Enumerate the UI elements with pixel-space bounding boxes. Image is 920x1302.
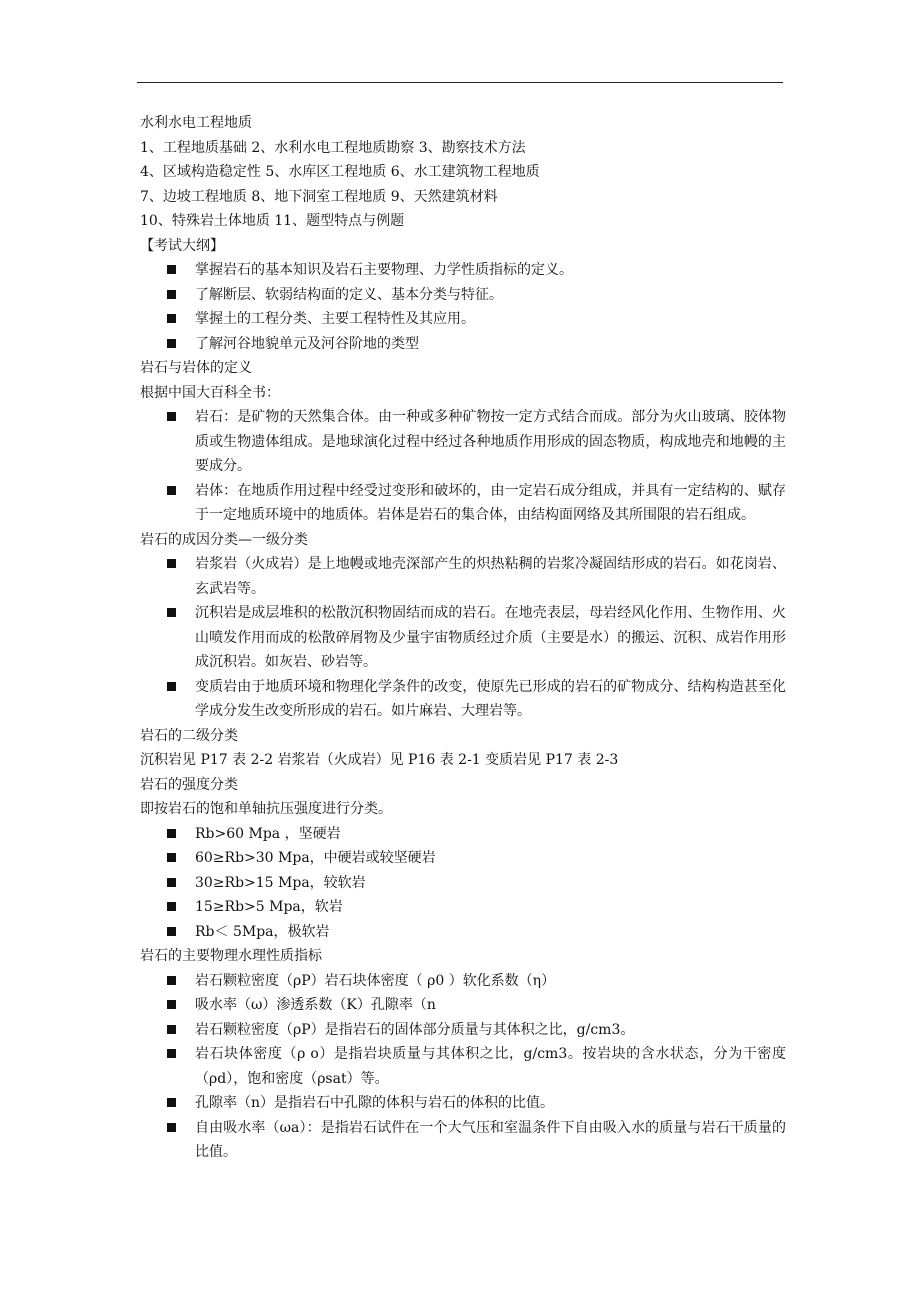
document-title: 水利水电工程地质 (140, 115, 252, 131)
section-heading: 岩石的主要物理水理性质指标 (140, 948, 322, 964)
square-bullet-icon (167, 1000, 176, 1009)
square-bullet-icon (167, 878, 176, 887)
square-bullet-icon (167, 853, 176, 862)
genesis-list (140, 552, 786, 724)
syllabus-list (140, 258, 786, 356)
list-item: 岩浆岩（火成岩）是上地幔或地壳深部产生的炽热粘稠的岩浆冷凝固结形成的岩石。如花岗岩、玄武岩等。 (140, 552, 786, 601)
section-heading: 岩石的强度分类 (140, 776, 238, 793)
list-item: 30≥Rb>15 Mpa，较软岩 (140, 871, 786, 896)
square-bullet-icon (167, 976, 176, 985)
strength-list (140, 822, 786, 945)
square-bullet-icon (167, 682, 176, 691)
list-item: 掌握岩石的基本知识及岩石主要物理、力学性质指标的定义。 (140, 258, 786, 283)
list-item: 掌握土的工程分类、主要工程特性及其应用。 (140, 307, 786, 332)
section-heading: 岩石与岩体的定义 (140, 360, 252, 376)
list-item: Rb＜ 5Mpa，极软岩 (140, 920, 786, 945)
section-heading: 岩石的二级分类 (140, 727, 238, 744)
list-item: 60≥Rb>30 Mpa，中硬岩或较坚硬岩 (140, 846, 786, 871)
square-bullet-icon (167, 1098, 176, 1107)
square-bullet-icon (167, 1049, 176, 1058)
chapter-list-line: 1、工程地质基础 2、水利水电工程地质勘察 3、勘察技术方法 (140, 139, 526, 156)
square-bullet-icon (167, 829, 176, 838)
physical-properties-list (140, 969, 786, 1165)
list-item: 变质岩由于地质环境和物理化学条件的改变，使原先已形成的岩石的矿物成分、结构构造甚至化学成分发生改变所形成的岩石。如片麻岩、大理岩等。 (140, 675, 786, 724)
square-bullet-icon (167, 486, 176, 495)
list-item: 自由吸水率（ωa）：是指岩石试件在一个大气压和室温条件下自由吸入水的质量与岩石干质量的比值。 (140, 1116, 786, 1165)
list-item: 岩石块体密度（ρ o）是指岩块质量与其体积之比，g/cm3。按岩块的含水状态，分为干密度（ρd），饱和密度（ρsat）等。 (140, 1042, 786, 1091)
paragraph: 即按岩石的饱和单轴抗压强度进行分类。 (140, 801, 392, 817)
chapter-list-line: 4、区域构造稳定性 5、水库区工程地质 6、水工建筑物工程地质 (140, 164, 540, 180)
list-item: 吸水率（ω）渗透系数（K）孔隙率（n (140, 993, 786, 1018)
list-item: 岩石颗粒密度（ρP）是指岩石的固体部分质量与其体积之比，g/cm3。 (140, 1018, 786, 1043)
square-bullet-icon (167, 412, 176, 421)
list-item: Rb>60 Mpa ，坚硬岩 (140, 822, 786, 847)
list-item: 沉积岩是成层堆积的松散沉积物固结而成的岩石。在地壳表层，母岩经风化作用、生物作用、火山喷发作用而成的松散碎屑物及少量宇宙物质经过介质（主要是水）的搬运、沉积、成岩作用形成沉积岩。如灰岩、砂岩等。 (140, 601, 786, 675)
syllabus-heading: 【考试大纲】 (140, 237, 224, 254)
section-heading: 岩石的成因分类—一级分类 (140, 531, 308, 548)
source-note: 根据中国大百科全书： (140, 384, 280, 401)
square-bullet-icon (167, 265, 176, 274)
paragraph: 沉积岩见 P17 表 2-2 岩浆岩（火成岩）见 P16 表 2-1 变质岩见 P17 表 2-3 (140, 752, 619, 768)
list-item: 15≥Rb>5 Mpa，软岩 (140, 895, 786, 920)
list-item: 岩体：在地质作用过程中经受过变形和破坏的，由一定岩石成分组成，并具有一定结构的、赋存于一定地质环境中的地质体。岩体是岩石的集合体，由结构面网络及其所围限的岩石组成。 (140, 479, 786, 528)
header-rule (137, 82, 783, 83)
chapter-list-line: 7、边坡工程地质 8、地下洞室工程地质 9、天然建筑材料 (140, 188, 498, 205)
list-item: 孔隙率（n）是指岩石中孔隙的体积与岩石的体积的比值。 (140, 1091, 786, 1116)
square-bullet-icon (167, 1025, 176, 1034)
square-bullet-icon (167, 927, 176, 936)
square-bullet-icon (167, 339, 176, 348)
square-bullet-icon (167, 902, 176, 911)
square-bullet-icon (167, 314, 176, 323)
square-bullet-icon (167, 608, 176, 617)
square-bullet-icon (167, 290, 176, 299)
square-bullet-icon (167, 559, 176, 568)
list-item: 了解断层、软弱结构面的定义、基本分类与特征。 (140, 283, 786, 308)
square-bullet-icon (167, 1123, 176, 1132)
definition-list (140, 405, 786, 528)
list-item: 岩石：是矿物的天然集合体。由一种或多种矿物按一定方式结合而成。部分为火山玻璃、胶体物质或生物遗体组成。是地球演化过程中经过各种地质作用形成的固态物质，构成地壳和地幔的主要成分。 (140, 405, 786, 479)
chapter-list-line: 10、特殊岩土体地质 11、题型特点与例题 (140, 213, 405, 229)
document-body (140, 111, 786, 1165)
list-item: 岩石颗粒密度（ρP）岩石块体密度（ ρ0 ）软化系数（η） (140, 969, 786, 994)
list-item: 了解河谷地貌单元及河谷阶地的类型 (140, 332, 786, 357)
